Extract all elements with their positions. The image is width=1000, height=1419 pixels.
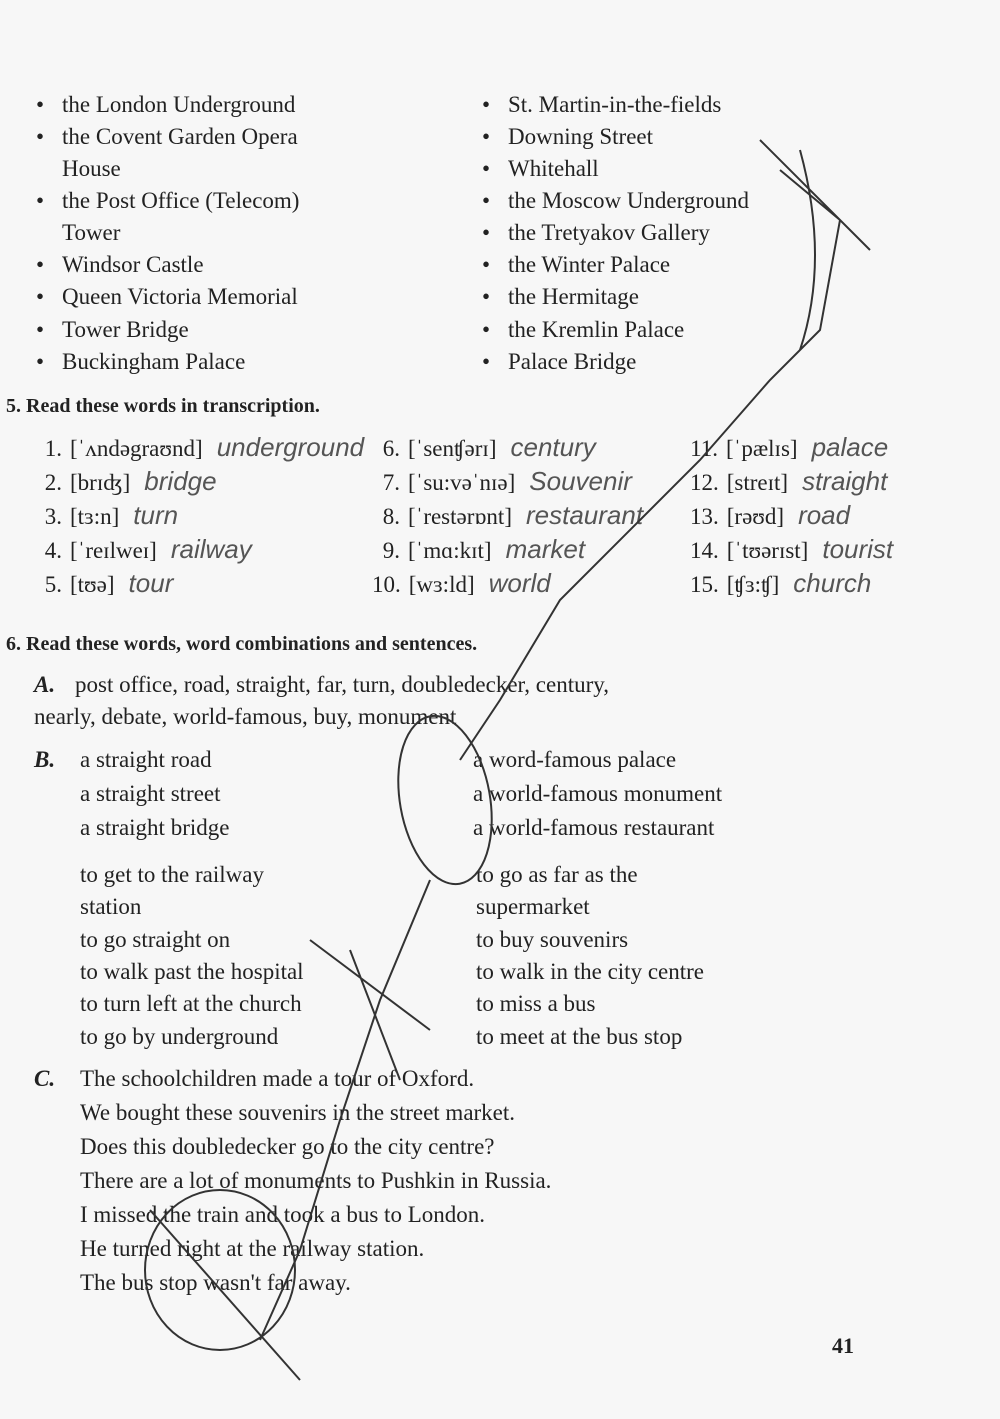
transcription-item <box>690 534 893 567</box>
phrase: a world-famous monument <box>473 781 723 806</box>
list-item: • the Moscow Underground <box>508 187 749 215</box>
transcription: [ˈpælɪs] <box>726 436 798 461</box>
item-number: 9. <box>382 538 400 563</box>
exercise-6-title: 6. Read these words, word combinations and sentences. <box>6 633 478 655</box>
transcription-item <box>372 568 551 601</box>
transcription-item <box>34 466 217 499</box>
transcription-item <box>690 466 887 499</box>
item-number: 5. <box>44 572 62 597</box>
handwritten-answer: Souvenir <box>529 466 632 496</box>
sentence: He turned right at the railway station. <box>80 1236 425 1261</box>
list-item: House <box>62 156 121 181</box>
transcription: [ˈreɪlweɪ] <box>70 538 157 563</box>
transcription: [wɜ:ld] <box>408 572 475 597</box>
transcription-item <box>372 500 643 533</box>
list-item: • Palace Bridge <box>508 348 636 376</box>
item-number: 1. <box>44 436 62 461</box>
list-item: • the Hermitage <box>508 283 639 311</box>
handwritten-answer: tourist <box>822 534 894 564</box>
transcription: [tɜ:n] <box>70 504 120 529</box>
list-item: • Buckingham Palace <box>62 348 245 376</box>
phrase: station <box>80 894 142 920</box>
text-line: nearly, debate, world-famous, buy, monument <box>34 704 457 729</box>
handwritten-answer: world <box>488 568 551 598</box>
item-number: 7. <box>382 470 400 495</box>
handwritten-answer: railway <box>170 534 252 564</box>
list-item: • St. Martin-in-the-fields <box>508 91 721 119</box>
transcription: [ˈmɑ:kɪt] <box>408 538 492 563</box>
transcription-item <box>34 500 178 533</box>
handwritten-answer: market <box>505 534 586 564</box>
handwritten-answer: palace <box>811 432 889 462</box>
list-item: • Windsor Castle <box>62 251 204 279</box>
transcription: [tʊə] <box>70 572 115 597</box>
transcription: [rəʊd] <box>726 504 785 529</box>
transcription: [ˈsenʧərɪ] <box>408 436 497 461</box>
handwritten-answer: road <box>798 500 851 530</box>
handwritten-answer: straight <box>802 466 888 496</box>
phrase: to go straight on <box>80 926 231 952</box>
transcription: [ˈʌndəgraʊnd] <box>70 436 203 461</box>
sentence: The bus stop wasn't far away. <box>80 1270 351 1295</box>
phrase: a world-famous restaurant <box>473 815 715 840</box>
item-number: 2. <box>44 470 62 495</box>
item-number: 13. <box>690 504 719 529</box>
list-item: • the Post Office (Telecom) <box>62 187 299 215</box>
transcription-item <box>34 534 252 567</box>
handwritten-answer: underground <box>216 432 365 462</box>
phrase: supermarket <box>476 894 590 920</box>
label-b: B. <box>34 747 56 772</box>
phrase: to go as far as the <box>476 862 638 887</box>
handwritten-answer: turn <box>133 500 179 530</box>
item-number: 10. <box>372 572 401 597</box>
list-item: • Downing Street <box>508 123 653 151</box>
transcription: [brɪʤ] <box>70 470 131 495</box>
item-number: 11. <box>690 436 718 461</box>
phrase: a straight bridge <box>80 815 230 840</box>
handwritten-answer: restaurant <box>525 500 644 530</box>
transcription-item <box>690 568 871 601</box>
list-item: • the Winter Palace <box>508 251 670 279</box>
list-item: • the Covent Garden Opera <box>62 123 298 151</box>
label-c: C. <box>34 1066 56 1091</box>
handwritten-answer: tour <box>128 568 174 598</box>
transcription-item <box>372 534 585 567</box>
transcription-item <box>34 432 364 465</box>
phrase: a straight road <box>80 747 212 772</box>
phrase: to turn left at the church <box>80 991 302 1017</box>
text-line: post office, road, straight, far, turn, doubledecker, century, <box>75 672 609 697</box>
exercise-5-title: 5. Read these words in transcription. <box>6 395 320 417</box>
phrase: to walk past the hospital <box>80 958 304 984</box>
phrase: to go by underground <box>80 1023 279 1049</box>
sentence: The schoolchildren made a tour of Oxford. <box>80 1066 475 1091</box>
phrase: to walk in the city centre <box>476 958 705 984</box>
phrase: to meet at the bus stop <box>476 1023 683 1049</box>
phrase: a word-famous palace <box>473 747 677 772</box>
transcription: [streɪt] <box>726 470 789 495</box>
transcription-item <box>690 500 850 533</box>
transcription-item <box>690 432 888 465</box>
sentence: We bought these souvenirs in the street market. <box>80 1100 516 1125</box>
list-item: • the London Underground <box>62 91 295 119</box>
label-a: A. <box>34 672 56 697</box>
sentence: I missed the train and took a bus to London. <box>80 1202 485 1227</box>
item-number: 4. <box>44 538 62 563</box>
list-item: • the Tretyakov Gallery <box>508 219 710 247</box>
transcription-item <box>34 568 173 601</box>
phrase: a straight street <box>80 781 221 806</box>
phrase: to miss a bus <box>476 991 596 1017</box>
item-number: 12. <box>690 470 719 495</box>
transcription-item <box>372 432 596 465</box>
item-number: 8. <box>382 504 400 529</box>
page-number: 41 <box>832 1333 854 1358</box>
list-item: • Whitehall <box>508 155 599 183</box>
list-item: • the Kremlin Palace <box>508 316 684 344</box>
list-item: • Queen Victoria Memorial <box>62 283 298 311</box>
handwritten-answer: bridge <box>144 466 217 496</box>
item-number: 6. <box>382 436 400 461</box>
sentence: There are a lot of monuments to Pushkin in Russia. <box>80 1168 552 1193</box>
handwritten-answer: church <box>793 568 872 598</box>
item-number: 15. <box>690 572 719 597</box>
transcription: [ˈtʊərɪst] <box>726 538 809 563</box>
handwritten-answer: century <box>510 432 596 462</box>
sentence: Does this doubledecker go to the city centre? <box>80 1134 495 1159</box>
list-item: • Tower Bridge <box>62 316 189 344</box>
transcription: [ˈrestərɒnt] <box>408 504 512 529</box>
phrase: to buy souvenirs <box>476 926 629 952</box>
item-number: 14. <box>690 538 719 563</box>
list-item: Tower <box>62 220 121 245</box>
phrase: to get to the railway <box>80 862 264 887</box>
transcription-item <box>372 466 632 499</box>
transcription: [ˈsu:vəˈnɪə] <box>408 470 516 495</box>
item-number: 3. <box>44 504 62 529</box>
transcription: [ʧɜ:ʧ] <box>726 572 780 597</box>
